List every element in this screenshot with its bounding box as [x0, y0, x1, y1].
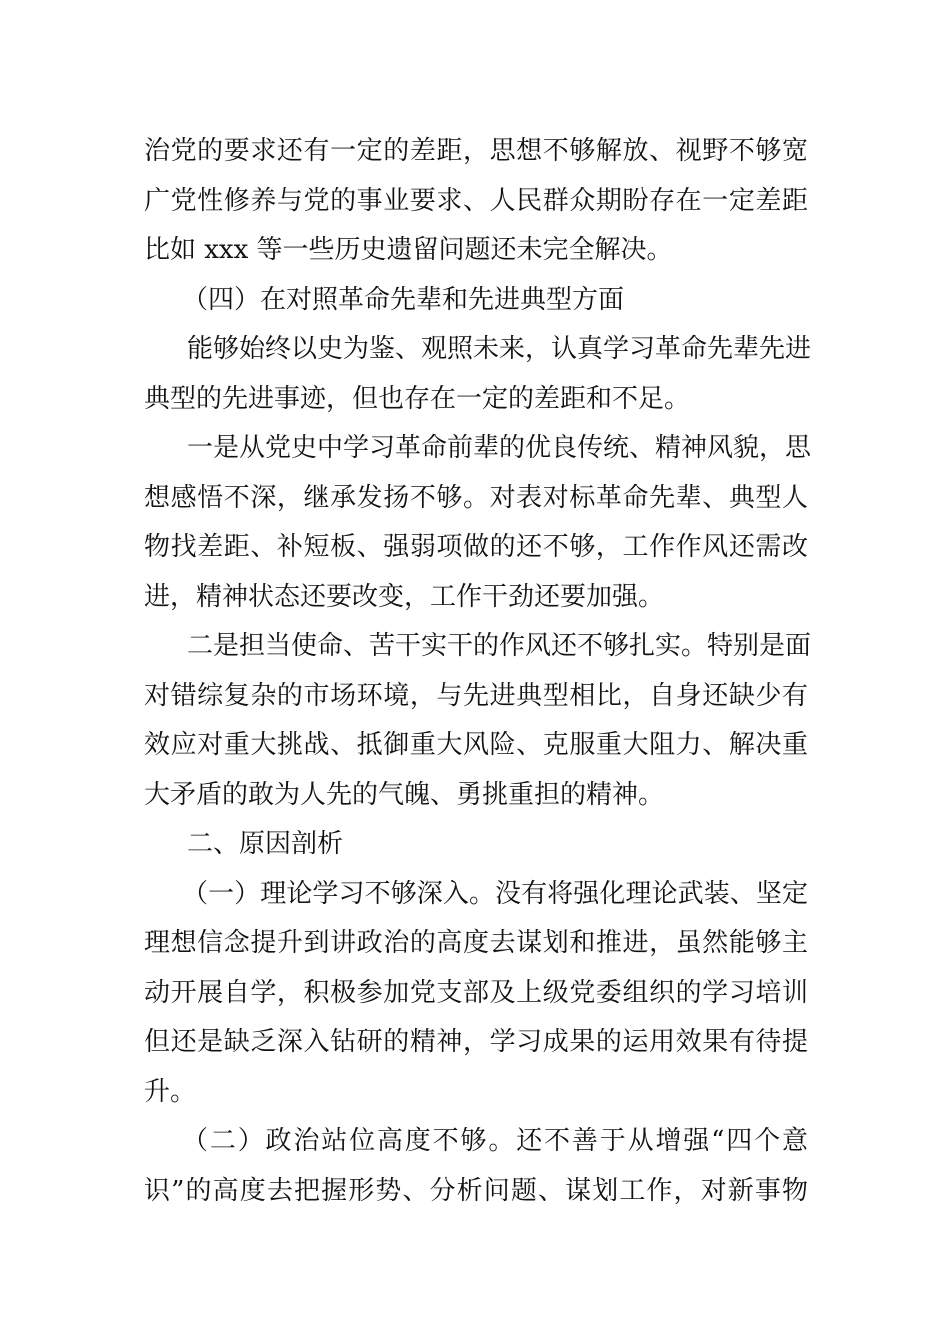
text-line: 但还是缺乏深入钻研的精神，学习成果的运用效果有待提: [144, 1027, 808, 1057]
text-line: 效应对重大挑战、抵御重大风险、克服重大阻力、解决重: [144, 730, 808, 760]
text-line: 比如 xxx 等一些历史遗留问题还未完全解决。: [144, 235, 673, 265]
section-heading: （四）在对照革命先辈和先进典型方面: [182, 284, 625, 315]
text-line: 二是担当使命、苦干实干的作风还不够扎实。特别是面: [187, 631, 812, 661]
text-line: 动开展自学，积极参加党支部及上级党委组织的学习培训: [144, 977, 808, 1008]
text-line: 典型的先进事迹，但也存在一定的差距和不足。: [144, 383, 691, 414]
text-line: （一）理论学习不够深入。没有将强化理论武装、坚定: [182, 878, 808, 909]
text-line: 想感悟不深，继承发扬不够。对表对标革命先辈、典型人: [144, 482, 808, 513]
text-line: 理想信念提升到讲政治的高度去谋划和推进，虽然能够主: [144, 928, 808, 958]
text-line: 进，精神状态还要改变，工作干劲还要加强。: [144, 581, 665, 612]
document-body: [144, 127, 812, 1216]
text-line: 大矛盾的敢为人先的气魄、勇挑重担的精神。: [144, 779, 665, 810]
text-line: 对错综复杂的市场环境，与先进典型相比，自身还缺少有: [144, 680, 808, 711]
text-line: 识”的高度去把握形势、分析问题、谋划工作，对新事物: [144, 1175, 808, 1206]
text-line: 一是从党史中学习革命前辈的优良传统、精神风貌，思: [187, 433, 812, 463]
text-line: 广党性修养与党的事业要求、人民群众期盼存在一定差距: [144, 185, 808, 216]
text-line: 物找差距、补短板、强弱项做的还不够，工作作风还需改: [144, 532, 808, 562]
text-line: 能够始终以史为鉴、观照未来，认真学习革命先辈先进: [187, 334, 812, 364]
section-heading: 二、原因剖析: [187, 829, 344, 859]
text-line: 升。: [144, 1076, 197, 1107]
text-line: （二）政治站位高度不够。还不善于从增强“四个意: [182, 1126, 808, 1156]
text-line: 治党的要求还有一定的差距，思想不够解放、视野不够宽: [144, 136, 808, 166]
